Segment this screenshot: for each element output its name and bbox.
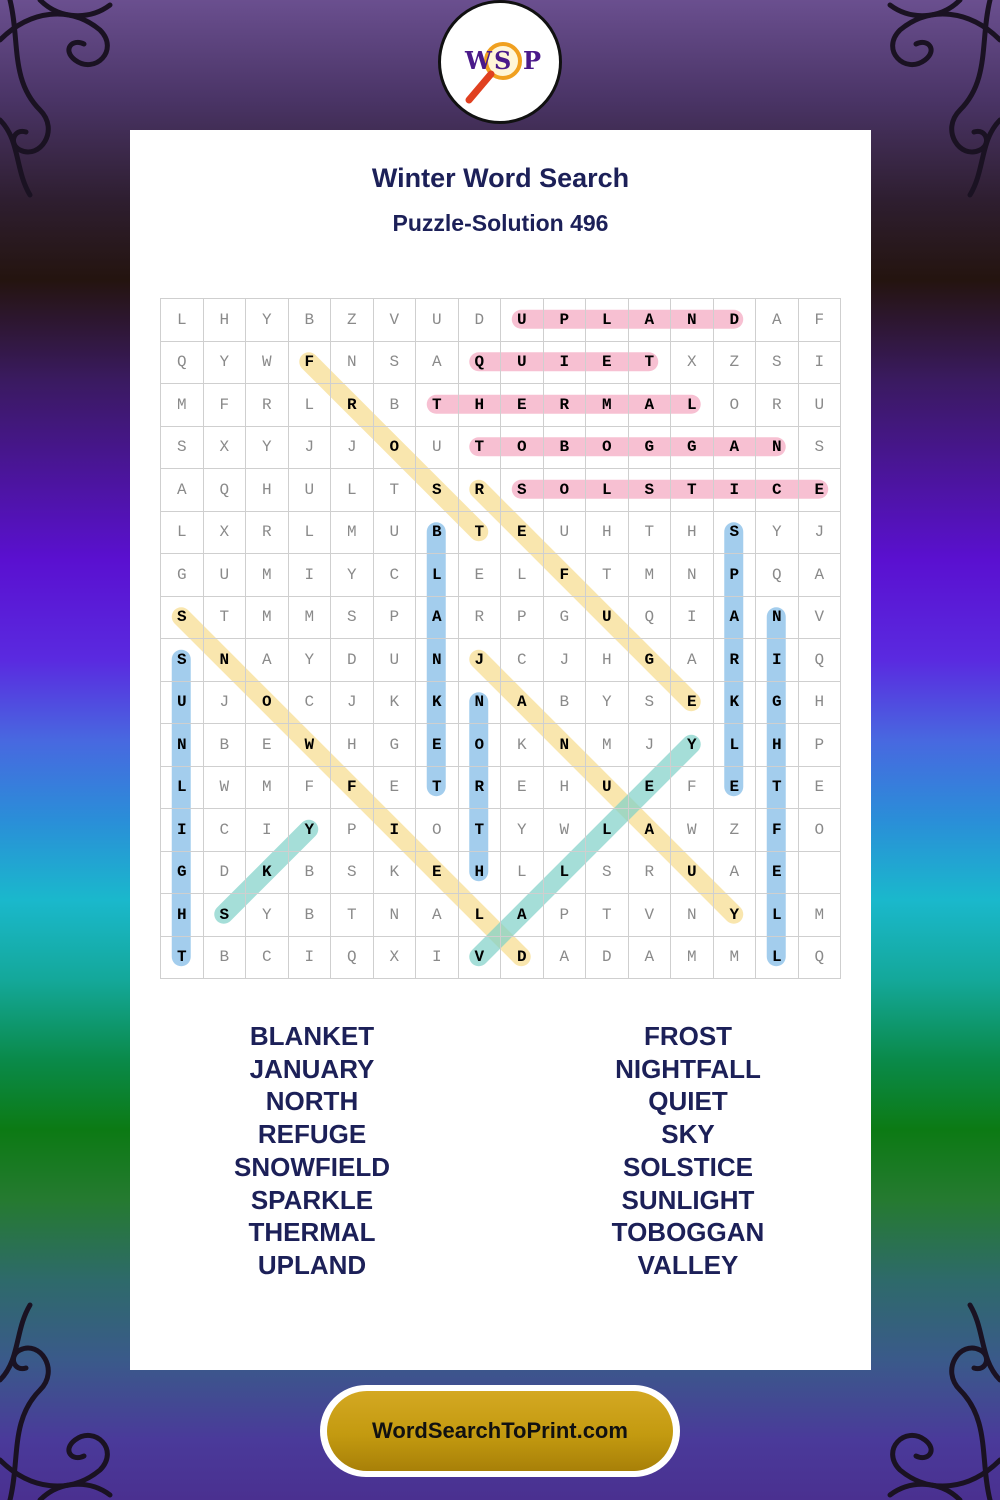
grid-cell[interactable]: I xyxy=(289,937,332,980)
grid-cell[interactable]: S xyxy=(629,469,672,512)
grid-cell[interactable]: O xyxy=(501,427,544,470)
grid-cell[interactable]: E xyxy=(416,724,459,767)
grid-cell[interactable]: D xyxy=(501,937,544,980)
grid-cell[interactable]: H xyxy=(586,639,629,682)
word-list-item: TOBOGGAN xyxy=(611,1217,765,1248)
grid-cell[interactable]: R xyxy=(246,512,289,555)
grid-cell[interactable]: H xyxy=(246,469,289,512)
grid-cell[interactable]: J xyxy=(544,639,587,682)
grid-cell[interactable]: N xyxy=(756,427,799,470)
grid-cell[interactable]: J xyxy=(459,639,502,682)
grid-cell[interactable]: R xyxy=(544,384,587,427)
grid-cell[interactable]: R xyxy=(756,384,799,427)
grid-cell[interactable]: Y xyxy=(586,682,629,725)
grid-cell[interactable]: Y xyxy=(246,427,289,470)
grid-cell[interactable]: N xyxy=(671,299,714,342)
grid-cell[interactable]: B xyxy=(544,427,587,470)
grid-cell[interactable]: R xyxy=(459,767,502,810)
grid-cell[interactable]: Q xyxy=(799,937,842,980)
grid-cell[interactable]: Q xyxy=(331,937,374,980)
grid-cell[interactable]: A xyxy=(246,639,289,682)
grid-cell[interactable]: L xyxy=(756,894,799,937)
grid-cell[interactable]: P xyxy=(501,597,544,640)
grid-cell[interactable]: I xyxy=(714,469,757,512)
grid-cell[interactable]: S xyxy=(501,469,544,512)
word-list-item: NIGHTFALL xyxy=(615,1053,761,1084)
word-list-item: BLANKET xyxy=(249,1021,375,1051)
grid-cell[interactable]: G xyxy=(161,852,204,895)
grid-cell[interactable]: A xyxy=(671,639,714,682)
grid-cell[interactable]: P xyxy=(544,299,587,342)
grid-cell[interactable]: N xyxy=(671,554,714,597)
grid-cell[interactable]: B xyxy=(289,299,332,342)
grid-cell[interactable]: R xyxy=(459,469,502,512)
grid-cell[interactable]: F xyxy=(799,299,842,342)
grid-cell[interactable]: D xyxy=(331,639,374,682)
grid-cell[interactable]: M xyxy=(714,937,757,980)
grid-cell[interactable]: Z xyxy=(714,809,757,852)
grid-cell[interactable]: G xyxy=(629,639,672,682)
word-list-item: THERMAL xyxy=(248,1217,376,1248)
word-list-item: SNOWFIELD xyxy=(234,1151,390,1182)
grid-cell[interactable]: S xyxy=(161,639,204,682)
grid-cell[interactable]: K xyxy=(374,682,417,725)
grid-cell[interactable]: L xyxy=(586,809,629,852)
grid-cell[interactable]: M xyxy=(629,554,672,597)
grid-cell[interactable]: Q xyxy=(629,597,672,640)
grid-cell[interactable]: L xyxy=(501,852,544,895)
grid-cell[interactable]: A xyxy=(416,342,459,385)
grid-cell[interactable]: U xyxy=(161,682,204,725)
word-list-item: JANUARY xyxy=(249,1053,375,1084)
grid-cell[interactable]: O xyxy=(714,384,757,427)
grid-cell[interactable]: U xyxy=(374,639,417,682)
grid-cell[interactable]: Y xyxy=(246,299,289,342)
grid-cell[interactable]: X xyxy=(374,937,417,980)
wsp-logo[interactable] xyxy=(438,0,562,124)
word-list-item: SUNLIGHT xyxy=(621,1184,755,1215)
grid-cell[interactable]: S xyxy=(331,852,374,895)
grid-cell[interactable]: A xyxy=(501,894,544,937)
grid-cell[interactable]: I xyxy=(246,809,289,852)
grid-cell[interactable]: E xyxy=(459,554,502,597)
grid-cell[interactable]: E xyxy=(671,682,714,725)
grid-cell[interactable]: L xyxy=(161,767,204,810)
grid-cell[interactable]: C xyxy=(374,554,417,597)
grid-cell[interactable]: N xyxy=(756,597,799,640)
grid-cell[interactable]: I xyxy=(756,639,799,682)
grid-cell[interactable]: N xyxy=(161,724,204,767)
grid-cell[interactable]: R xyxy=(459,597,502,640)
grid-cell[interactable]: M xyxy=(246,554,289,597)
grid-cell[interactable]: V xyxy=(459,937,502,980)
grid-cell[interactable]: D xyxy=(459,299,502,342)
corner-ornament xyxy=(0,0,140,200)
word-list-item: UPLAND xyxy=(257,1249,367,1280)
word-list-item: SKY xyxy=(661,1119,715,1150)
grid-cell[interactable]: J xyxy=(204,682,247,725)
grid-cell[interactable]: P xyxy=(374,597,417,640)
grid-cell[interactable]: M xyxy=(586,384,629,427)
grid-cell[interactable]: J xyxy=(799,512,842,555)
grid-cell[interactable]: W xyxy=(204,767,247,810)
grid-cell[interactable]: T xyxy=(671,469,714,512)
grid-cell[interactable]: K xyxy=(416,682,459,725)
grid-cell[interactable]: D xyxy=(204,852,247,895)
grid-cell[interactable]: Y xyxy=(204,342,247,385)
word-list-right xyxy=(518,1020,858,1282)
grid-cell[interactable]: Q xyxy=(756,554,799,597)
grid-cell[interactable]: W xyxy=(289,724,332,767)
grid-cell[interactable]: U xyxy=(586,767,629,810)
grid-cell[interactable]: N xyxy=(416,639,459,682)
grid-cell[interactable]: Q xyxy=(204,469,247,512)
grid-cell[interactable]: A xyxy=(416,894,459,937)
grid-cell[interactable]: U xyxy=(289,469,332,512)
grid-cell[interactable]: M xyxy=(161,384,204,427)
grid-cell[interactable]: G xyxy=(671,427,714,470)
grid-cell[interactable]: P xyxy=(331,809,374,852)
grid-cell[interactable]: M xyxy=(289,597,332,640)
grid-cell[interactable]: U xyxy=(501,299,544,342)
grid-cell[interactable]: C xyxy=(246,937,289,980)
grid-cell[interactable]: A xyxy=(629,299,672,342)
grid-cell[interactable]: B xyxy=(289,852,332,895)
grid-cell[interactable]: A xyxy=(501,682,544,725)
grid-cell[interactable]: O xyxy=(416,809,459,852)
grid-cell[interactable]: W xyxy=(246,342,289,385)
grid-cell[interactable]: G xyxy=(756,682,799,725)
grid-cell[interactable]: A xyxy=(544,937,587,980)
grid-cell[interactable]: H xyxy=(459,852,502,895)
grid-cell[interactable]: E xyxy=(799,469,842,512)
grid-cell[interactable]: D xyxy=(714,299,757,342)
grid-cell[interactable]: L xyxy=(331,469,374,512)
grid-cell[interactable]: M xyxy=(799,894,842,937)
grid-cell[interactable]: L xyxy=(586,469,629,512)
grid-cell[interactable]: I xyxy=(374,809,417,852)
site-link-label: WordSearchToPrint.com xyxy=(327,1391,673,1471)
grid-cell[interactable]: O xyxy=(246,682,289,725)
grid-cell[interactable]: T xyxy=(586,554,629,597)
grid-cell[interactable]: T xyxy=(756,767,799,810)
grid-cell[interactable]: G xyxy=(161,554,204,597)
grid-cell[interactable]: P xyxy=(799,724,842,767)
grid-cell[interactable]: O xyxy=(586,427,629,470)
grid-cell[interactable]: H xyxy=(204,299,247,342)
grid-cell[interactable]: A xyxy=(629,384,672,427)
grid-cell[interactable]: C xyxy=(204,809,247,852)
page-title: Winter Word Search xyxy=(371,163,630,193)
logo-letter-s: S xyxy=(494,46,512,75)
grid-cell[interactable]: L xyxy=(586,299,629,342)
grid-cell[interactable]: H xyxy=(671,512,714,555)
grid-cell[interactable]: E xyxy=(374,767,417,810)
grid-cell[interactable]: N xyxy=(374,894,417,937)
grid-cell[interactable]: F xyxy=(289,767,332,810)
magnifier-icon xyxy=(441,3,559,121)
grid-cell[interactable]: U xyxy=(544,512,587,555)
word-list-item: QUIET xyxy=(648,1086,728,1117)
grid-cell[interactable]: A xyxy=(629,809,672,852)
grid-cell[interactable]: U xyxy=(416,427,459,470)
logo-letter-p: P xyxy=(523,46,542,75)
grid-cell[interactable]: H xyxy=(161,894,204,937)
grid-cell[interactable]: U xyxy=(204,554,247,597)
grid-cell[interactable]: S xyxy=(204,894,247,937)
grid-cell[interactable]: K xyxy=(501,724,544,767)
grid-cell[interactable]: Y xyxy=(331,554,374,597)
grid-cell[interactable]: N xyxy=(671,894,714,937)
grid-cell[interactable]: L xyxy=(671,384,714,427)
grid-cell[interactable]: Z xyxy=(714,342,757,385)
grid-cell[interactable]: X xyxy=(204,512,247,555)
grid-cell[interactable]: M xyxy=(586,724,629,767)
grid-cell[interactable]: U xyxy=(501,342,544,385)
grid-cell[interactable]: K xyxy=(246,852,289,895)
grid-cell[interactable]: S xyxy=(374,342,417,385)
grid-cell[interactable]: P xyxy=(714,554,757,597)
grid-cell[interactable]: L xyxy=(289,384,332,427)
grid-cell[interactable]: R xyxy=(714,639,757,682)
grid-cell[interactable]: X xyxy=(204,427,247,470)
grid-cell[interactable]: E xyxy=(799,767,842,810)
grid-cell[interactable]: T xyxy=(416,384,459,427)
grid-cell[interactable]: E xyxy=(501,512,544,555)
grid-cell[interactable]: I xyxy=(671,597,714,640)
site-link-button[interactable] xyxy=(320,1385,680,1477)
grid-cell[interactable]: T xyxy=(586,894,629,937)
grid-cell[interactable]: L xyxy=(544,852,587,895)
grid-cell[interactable]: U xyxy=(586,597,629,640)
grid-cell[interactable]: Q xyxy=(459,342,502,385)
word-list-item: SPARKLE xyxy=(250,1184,374,1215)
grid-cell[interactable]: A xyxy=(416,597,459,640)
grid-cell[interactable]: G xyxy=(374,724,417,767)
grid-cell[interactable]: M xyxy=(246,597,289,640)
grid-cell[interactable]: E xyxy=(501,384,544,427)
word-list-item: FROST xyxy=(643,1021,733,1051)
grid-cell[interactable]: S xyxy=(799,427,842,470)
grid-cell[interactable]: E xyxy=(501,767,544,810)
grid-cell[interactable]: T xyxy=(331,894,374,937)
grid-cell[interactable]: J xyxy=(331,682,374,725)
grid-cell[interactable]: Y xyxy=(289,639,332,682)
grid-cell[interactable]: S xyxy=(714,512,757,555)
grid-cell[interactable]: H xyxy=(459,384,502,427)
grid-cell[interactable]: Y xyxy=(714,894,757,937)
grid-cell[interactable]: F xyxy=(331,767,374,810)
page-subtitle: Puzzle-Solution 496 xyxy=(392,210,609,236)
logo-letter-w: W xyxy=(465,46,492,75)
grid-cell[interactable]: H xyxy=(331,724,374,767)
grid-cell[interactable]: L xyxy=(501,554,544,597)
grid-cell[interactable]: G xyxy=(629,427,672,470)
grid-cell[interactable]: F xyxy=(289,342,332,385)
grid-cell[interactable]: B xyxy=(289,894,332,937)
grid-cell[interactable]: K xyxy=(714,682,757,725)
grid-cell[interactable]: C xyxy=(501,639,544,682)
grid-cell[interactable]: O xyxy=(544,469,587,512)
grid-cell[interactable]: V xyxy=(374,299,417,342)
grid-cell[interactable]: C xyxy=(756,469,799,512)
grid-cell[interactable]: H xyxy=(756,724,799,767)
grid-cell[interactable]: S xyxy=(161,597,204,640)
grid-cell[interactable]: B xyxy=(544,682,587,725)
grid-cell[interactable]: R xyxy=(331,384,374,427)
grid-cell[interactable]: T xyxy=(459,809,502,852)
grid-cell[interactable]: N xyxy=(459,682,502,725)
grid-cell[interactable]: A xyxy=(161,469,204,512)
puzzle-sheet xyxy=(130,130,871,1370)
letter-grid xyxy=(160,298,841,979)
grid-cell[interactable]: J xyxy=(629,724,672,767)
grid-cell[interactable]: N xyxy=(204,639,247,682)
grid-cell[interactable]: E xyxy=(586,342,629,385)
grid-cell[interactable]: I xyxy=(544,342,587,385)
grid-cell[interactable]: S xyxy=(629,682,672,725)
grid-cell[interactable]: Y xyxy=(671,724,714,767)
puzzle-grid-area xyxy=(160,298,841,979)
grid-cell[interactable]: S xyxy=(416,469,459,512)
grid-cell[interactable]: T xyxy=(629,512,672,555)
grid-cell[interactable]: B xyxy=(204,724,247,767)
grid-cell[interactable]: A xyxy=(756,299,799,342)
grid-cell[interactable]: E xyxy=(416,852,459,895)
grid-cell[interactable]: H xyxy=(544,767,587,810)
grid-cell[interactable]: S xyxy=(331,597,374,640)
grid-cell[interactable]: I xyxy=(799,342,842,385)
grid-cell[interactable]: T xyxy=(416,767,459,810)
grid-cell[interactable]: O xyxy=(459,724,502,767)
grid-cell[interactable]: T xyxy=(374,469,417,512)
grid-cell[interactable]: K xyxy=(374,852,417,895)
word-list-item: SOLSTICE xyxy=(622,1151,753,1182)
grid-cell[interactable]: M xyxy=(331,512,374,555)
grid-cell[interactable]: F xyxy=(204,384,247,427)
grid-cell[interactable]: A xyxy=(799,554,842,597)
grid-cell[interactable]: L xyxy=(416,554,459,597)
grid-cell[interactable]: G xyxy=(544,597,587,640)
word-list-item: VALLEY xyxy=(637,1249,739,1280)
grid-cell[interactable]: I xyxy=(289,554,332,597)
grid-cell[interactable]: V xyxy=(799,597,842,640)
grid-cell[interactable]: U xyxy=(416,299,459,342)
grid-cell[interactable]: Q xyxy=(799,639,842,682)
grid-cell[interactable]: S xyxy=(756,342,799,385)
corner-ornament xyxy=(0,1300,140,1500)
grid-cell[interactable]: L xyxy=(756,937,799,980)
grid-cell[interactable]: A xyxy=(714,852,757,895)
grid-cell[interactable]: O xyxy=(374,427,417,470)
grid-cell[interactable]: N xyxy=(331,342,374,385)
grid-cell[interactable]: Y xyxy=(246,894,289,937)
grid-cell[interactable]: E xyxy=(714,767,757,810)
grid-cell[interactable]: T xyxy=(459,512,502,555)
grid-cell[interactable]: C xyxy=(289,682,332,725)
grid-cell[interactable]: F xyxy=(756,809,799,852)
grid-cell[interactable]: F xyxy=(671,767,714,810)
grid-cell[interactable]: V xyxy=(629,894,672,937)
grid-cell[interactable]: U xyxy=(799,384,842,427)
grid-cell[interactable]: F xyxy=(544,554,587,597)
grid-cell[interactable]: H xyxy=(586,512,629,555)
corner-ornament xyxy=(860,0,1000,200)
grid-cell[interactable]: B xyxy=(204,937,247,980)
grid-cell[interactable]: W xyxy=(671,809,714,852)
grid-cell[interactable]: L xyxy=(714,724,757,767)
grid-cell[interactable]: Y xyxy=(756,512,799,555)
grid-cell[interactable]: L xyxy=(459,894,502,937)
grid-cell[interactable]: N xyxy=(544,724,587,767)
grid-cell[interactable]: J xyxy=(331,427,374,470)
grid-cell[interactable]: E xyxy=(756,852,799,895)
grid-cell[interactable]: M xyxy=(671,937,714,980)
grid-cell[interactable]: P xyxy=(544,894,587,937)
grid-cell[interactable]: T xyxy=(629,342,672,385)
grid-cell[interactable]: L xyxy=(161,299,204,342)
grid-cell[interactable]: A xyxy=(714,427,757,470)
grid-cell[interactable]: D xyxy=(586,937,629,980)
grid-cell[interactable]: H xyxy=(799,682,842,725)
grid-cell[interactable]: E xyxy=(629,767,672,810)
grid-cell[interactable]: A xyxy=(714,597,757,640)
grid-cell[interactable]: I xyxy=(161,809,204,852)
grid-cell[interactable]: U xyxy=(671,852,714,895)
grid-cell[interactable]: W xyxy=(544,809,587,852)
grid-cell[interactable]: Y xyxy=(289,809,332,852)
grid-cell[interactable]: Q xyxy=(161,342,204,385)
grid-cell[interactable]: Y xyxy=(501,809,544,852)
grid-cell[interactable]: M xyxy=(246,767,289,810)
grid-cell[interactable]: S xyxy=(586,852,629,895)
grid-cell[interactable]: R xyxy=(246,384,289,427)
word-list-item: REFUGE xyxy=(257,1119,367,1150)
word-list-item: NORTH xyxy=(265,1086,359,1117)
corner-ornament xyxy=(860,1300,1000,1500)
grid-cell[interactable]: T xyxy=(459,427,502,470)
grid-cell[interactable]: B xyxy=(416,512,459,555)
grid-cell[interactable] xyxy=(799,852,842,895)
grid-cell[interactable]: T xyxy=(161,937,204,980)
grid-cell[interactable]: J xyxy=(289,427,332,470)
grid-cell[interactable]: R xyxy=(629,852,672,895)
grid-cell[interactable]: Z xyxy=(331,299,374,342)
grid-cell[interactable]: O xyxy=(799,809,842,852)
grid-cell[interactable]: A xyxy=(629,937,672,980)
grid-cell[interactable]: S xyxy=(161,427,204,470)
grid-cell[interactable]: L xyxy=(289,512,332,555)
grid-cell[interactable]: I xyxy=(416,937,459,980)
grid-cell[interactable]: L xyxy=(161,512,204,555)
word-list-left xyxy=(142,1020,482,1282)
grid-cell[interactable]: T xyxy=(204,597,247,640)
grid-cell[interactable]: B xyxy=(374,384,417,427)
grid-cell[interactable]: X xyxy=(671,342,714,385)
grid-cell[interactable]: U xyxy=(374,512,417,555)
grid-cell[interactable]: E xyxy=(246,724,289,767)
